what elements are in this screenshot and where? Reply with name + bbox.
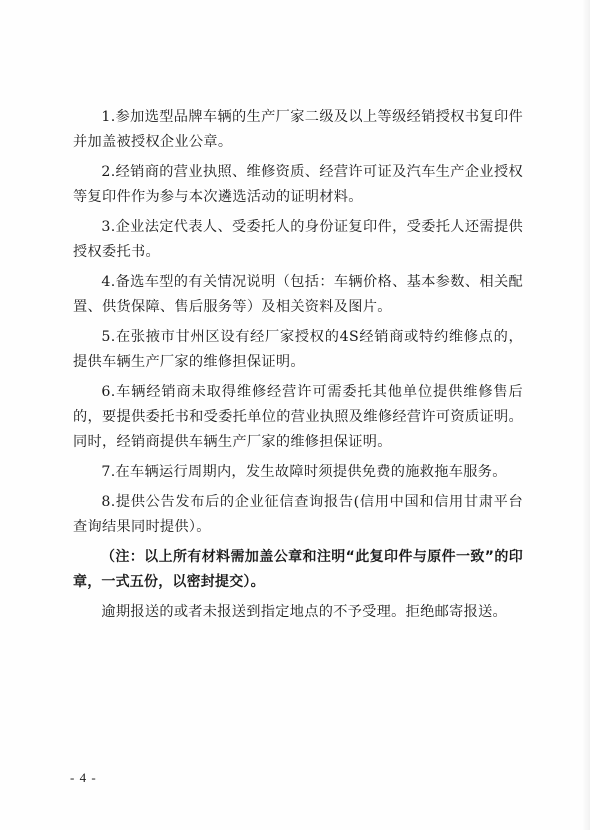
requirement-item-6: 6.车辆经销商未取得维修经营许可需委托其他单位提供维修售后的，要提供委托书和受委托单位的营业执照及维修经营许可资质证明。同时，经销商提供车辆生产厂家的维修担保证明。: [73, 384, 523, 450]
requirement-item-2: 2.经销商的营业执照、维修资质、经营许可证及汽车生产企业授权等复印件作为参与本次遴选活动的证明材料。: [73, 164, 523, 205]
page-number: - 4 -: [70, 770, 97, 785]
closing-paragraph: 逾期报送的或者未报送到指定地点的不予受理。拒绝邮寄报送。: [101, 604, 508, 620]
scan-edge-shadow: [582, 0, 590, 830]
requirement-item-3: 3.企业法定代表人、受委托人的身份证复印件，受委托人还需提供授权委托书。: [73, 219, 523, 260]
requirement-item-7: 7.在车辆运行周期内，发生故障时须提供免费的施救拖车服务。: [101, 464, 507, 480]
requirement-item-1: 1.参加选型品牌车辆的生产厂家二级及以上等级经销授权书复印件并加盖被授权企业公章。: [73, 109, 523, 150]
requirement-item-8: 8.提供公告发布后的企业征信查询报告(信用中国和信用甘肃平台查询结果同时提供）。: [73, 494, 523, 535]
document-body: [73, 105, 523, 630]
note-paragraph: （注：以上所有材料需加盖公章和注明“此复印件与原件一致”的印章，一式五份，以密封提交）。: [73, 549, 523, 590]
requirement-item-4: 4.备选车型的有关情况说明（包括：车辆价格、基本参数、相关配置、供货保障、售后服务等）及相关资料及图片。: [73, 274, 523, 315]
requirement-item-5: 5.在张掖市甘州区设有经厂家授权的4S经销商或特约维修点的，提供车辆生产厂家的维修担保证明。: [73, 329, 523, 370]
